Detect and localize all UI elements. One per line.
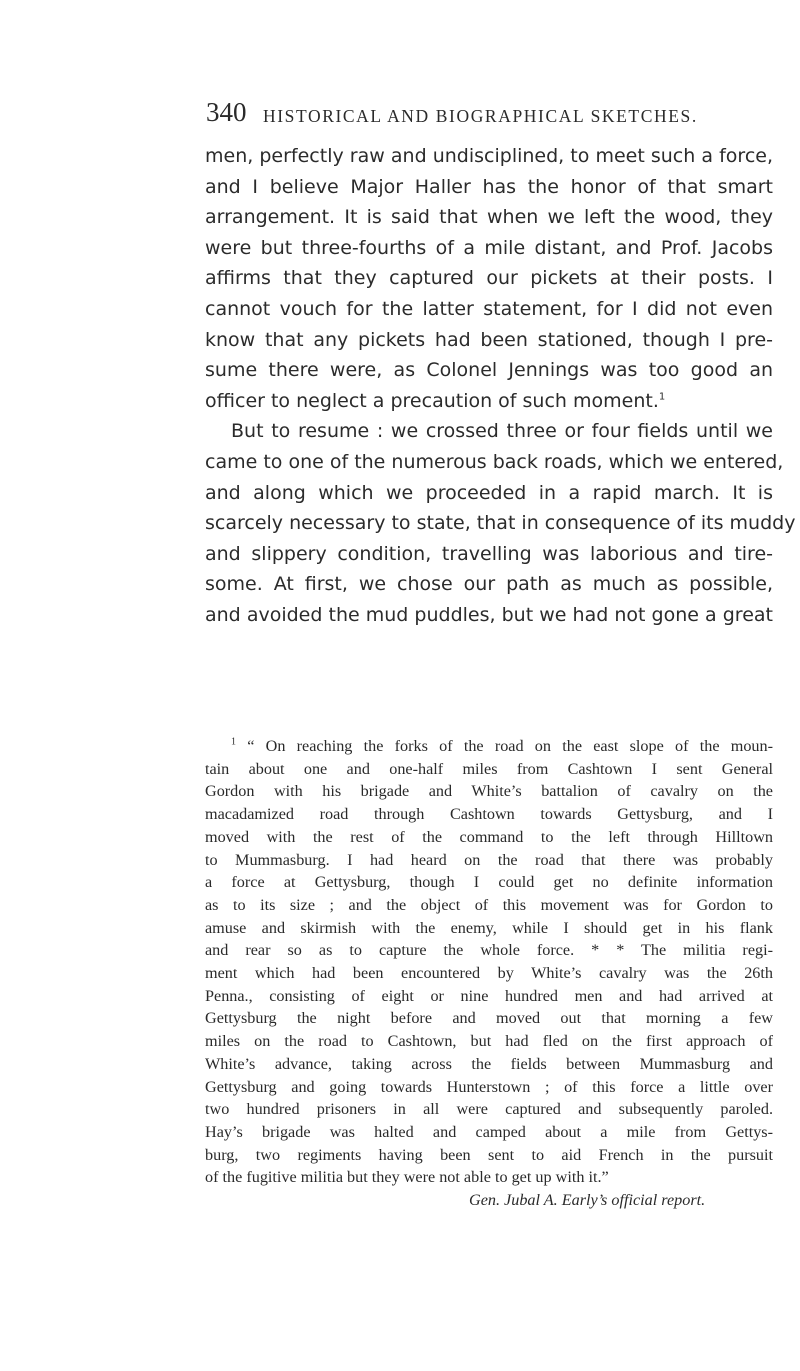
footnote-attribution: Gen. Jubal A. Early’s official report.	[469, 1191, 706, 1210]
body-line: sume there were, as Colonel Jennings was too good an	[205, 359, 773, 382]
body-text	[205, 141, 796, 631]
footnote-marker: 1	[231, 736, 236, 748]
body-line: men, perfectly raw and undisciplined, to meet such a force,	[205, 145, 773, 167]
body-line: and avoided the mud puddles, but we had not gone a great	[205, 603, 773, 626]
footnote	[205, 735, 773, 1212]
footnote-line: of the fugitive militia but they were not able to get up with it.”	[205, 1168, 609, 1187]
footnote-line: Hay’s brigade was halted and camped about a mile from Gettys-	[205, 1122, 773, 1141]
page-number: 340	[206, 97, 247, 127]
body-line-with-note	[205, 386, 773, 417]
footnote-line: two hundred prisoners in all were captured and subsequently paroled.	[205, 1100, 773, 1119]
footnote-line: miles on the road to Cashtown, but had fled on the first approach of	[205, 1032, 773, 1051]
footnote-line: as to its size ; and the object of this movement was for Gordon to	[205, 895, 773, 914]
footnote-line: a force at Gettysburg, though I could get no definite information	[205, 873, 773, 892]
footnote-line: tain about one and one-half miles from Cashtown I sent General	[205, 759, 773, 778]
body-line: But to resume : we crossed three or four fields until we	[231, 420, 773, 443]
footnote-reference: 1	[658, 391, 666, 403]
footnote-line: amuse and skirmish with the enemy, while I should get in his flank	[205, 918, 773, 937]
footnote-line: “ On reaching the forks of the road on the east slope of the moun-	[247, 737, 773, 755]
body-line: cannot vouch for the latter statement, for I did not even	[205, 297, 773, 320]
body-line: and along which we proceeded in a rapid march. It is	[205, 481, 773, 504]
body-line: some. At first, we chose our path as much as possible,	[205, 573, 773, 596]
footnote-line: moved with the rest of the command to the left through Hilltown	[205, 827, 773, 846]
footnote-line: burg, two regiments having been sent to aid French in the pursuit	[205, 1145, 773, 1164]
footnote-line: Penna., consisting of eight or nine hundred men and had arrived at	[205, 986, 773, 1005]
body-line: and slippery condition, travelling was laborious and tire-	[205, 542, 773, 565]
footnote-line: Gettysburg and going towards Hunterstown ; of this force a little over	[205, 1077, 773, 1096]
footnote-line: Gettysburg the night before and moved out that morning a few	[205, 1009, 773, 1028]
body-line: came to one of the numerous back roads, which we entered,	[205, 450, 784, 473]
footnote-line: macadamized road through Cashtown towards Gettysburg, and I	[205, 805, 773, 824]
footnote-line: White’s advance, taking across the fields between Mummasburg and	[205, 1054, 773, 1073]
body-line: officer to neglect a precaution of such moment.	[205, 389, 659, 412]
body-line: scarcely necessary to state, that in consequence of its muddy	[205, 512, 796, 535]
footnote-line: to Mummasburg. I had heard on the road that there was probably	[205, 850, 773, 869]
footnote-line-first	[205, 735, 773, 758]
body-line: affirms that they captured our pickets at their posts. I	[205, 267, 773, 290]
footnote-line: and rear so as to capture the whole force. * * The militia regi-	[205, 941, 773, 960]
body-line: arrangement. It is said that when we left the wood, they	[205, 206, 773, 229]
body-line: know that any pickets had been stationed, though I pre-	[205, 328, 773, 351]
body-line: and I believe Major Haller has the honor of that smart	[205, 175, 773, 198]
footnote-line: ment which had been encountered by White’s cavalry was the 26th	[205, 964, 773, 983]
running-title: HISTORICAL AND BIOGRAPHICAL SKETCHES.	[263, 106, 698, 126]
body-line: were but three-fourths of a mile distant, and Prof. Jacobs	[205, 236, 773, 259]
footnote-line: Gordon with his brigade and White’s battalion of cavalry on the	[205, 782, 773, 801]
